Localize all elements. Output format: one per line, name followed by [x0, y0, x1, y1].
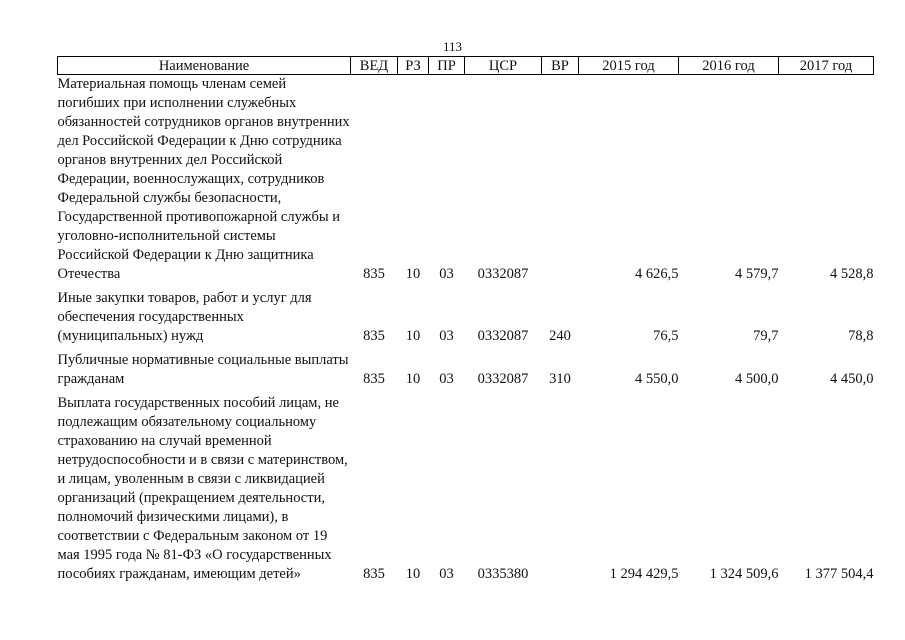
row-rz: 10 [405, 328, 421, 344]
row-2016: 1 324 509,6 [709, 566, 779, 582]
row-name: Выплата государственных пособий лицам, не подлежащим обязательному социальному страхованию на случай временной нетрудоспособности и в связи с материнством, и лицам, уволенным в связи с ликвидацией организаций (прекращением деятельности, полномочий физическими лицами), в соответствии с Федеральным законом от 19 мая 1995 года № 81-ФЗ «О государственных пособиях гражданам, имеющим детей» [57, 395, 348, 582]
row-pr: 03 [439, 371, 454, 387]
row-name: Публичные нормативные социальные выплаты гражданам [57, 352, 349, 387]
page-number: 113 [442, 39, 463, 54]
row-2016: 79,7 [753, 328, 779, 344]
row-2015: 76,5 [653, 328, 679, 344]
header-2016: 2016 год [679, 57, 779, 75]
row-vr [542, 75, 579, 290]
row-rz: 10 [405, 566, 421, 582]
row-ved: 835 [363, 266, 385, 282]
row-2015: 1 294 429,5 [609, 566, 679, 582]
header-pr: ПР [429, 57, 465, 75]
row-csr: 0332087 [477, 266, 529, 282]
row-ved: 835 [363, 328, 385, 344]
row-rz: 10 [405, 371, 421, 387]
row-2015: 4 550,0 [635, 371, 679, 387]
header-ved: ВЕД [351, 57, 398, 75]
row-2017: 4 528,8 [830, 266, 874, 282]
row-vr: 240 [549, 328, 571, 344]
header-csr: ЦСР [465, 57, 542, 75]
row-2016: 4 579,7 [735, 266, 779, 282]
header-2015: 2015 год [579, 57, 679, 75]
row-vr: 310 [549, 371, 571, 387]
budget-table [57, 56, 874, 584]
row-pr: 03 [439, 566, 454, 582]
table-row [58, 351, 874, 394]
header-2017: 2017 год [779, 57, 874, 75]
row-2015: 4 626,5 [635, 266, 679, 282]
row-2017: 4 450,0 [830, 371, 874, 387]
row-csr: 0332087 [477, 371, 529, 387]
header-name: Наименование [58, 57, 351, 75]
row-pr: 03 [439, 328, 454, 344]
row-name: Материальная помощь членам семей погибших при исполнении служебных обязанностей сотрудников органов внутренних дел Российской Федерации к Дню сотрудника органов внутренних дел Российской Федерации, военнослужащих, сотрудников Федеральной службы безопасности, Государственной противопожарной службы и уголовно-исполнительной системы Российской Федерации к Дню защитника Отечества [57, 76, 350, 282]
row-ved: 835 [363, 566, 385, 582]
row-2016: 4 500,0 [735, 371, 779, 387]
table-row [58, 394, 874, 584]
row-2017: 1 377 504,4 [804, 566, 874, 582]
row-pr: 03 [439, 266, 454, 282]
table-row [58, 289, 874, 351]
header-vr: ВР [542, 57, 579, 75]
row-csr: 0335380 [477, 566, 529, 582]
header-rz: РЗ [398, 57, 429, 75]
table-header-row [58, 57, 874, 75]
row-csr: 0332087 [477, 328, 529, 344]
row-vr [542, 394, 579, 584]
row-rz: 10 [405, 266, 421, 282]
row-ved: 835 [363, 371, 385, 387]
row-name: Иные закупки товаров, работ и услуг для обеспечения государственных (муниципальных) нужд [57, 290, 312, 344]
row-2017: 78,8 [848, 328, 874, 344]
table-row [58, 75, 874, 290]
